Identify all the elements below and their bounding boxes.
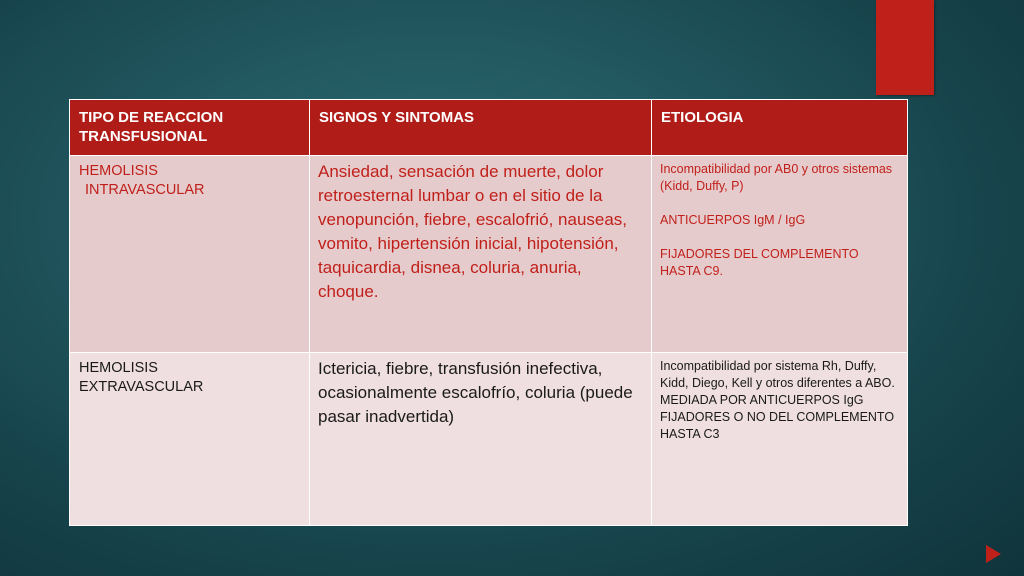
header-tipo: TIPO DE REACCION TRANSFUSIONAL xyxy=(70,100,310,156)
table-row xyxy=(70,353,908,526)
header-signos: SIGNOS Y SINTOMAS xyxy=(310,100,652,156)
transfusion-reaction-table xyxy=(69,99,908,526)
table-row xyxy=(70,156,908,353)
etiologia-paragraph: FIJADORES DEL COMPLEMENTO HASTA C9. xyxy=(660,247,859,278)
etiologia-paragraph: Incompatibilidad por sistema Rh, Duffy, Kidd, Diego, Kell y otros diferentes a ABO. xyxy=(660,359,895,390)
tipo-line2: INTRAVASCULAR xyxy=(85,182,205,198)
cell-etiologia-intravascular xyxy=(652,156,908,353)
cell-signos-extravascular: Ictericia, fiebre, transfusión inefectiva, ocasionalmente escalofrío, coluria (puede pasar inadvertida) xyxy=(310,353,652,526)
cell-etiologia-extravascular xyxy=(652,353,908,526)
cell-signos-intravascular: Ansiedad, sensación de muerte, dolor retroesternal lumbar o en el sitio de la venopunción, fiebre, escalofrió, nauseas, vomito, hipertensión inicial, hipotensión, taquicardia, disnea, coluria, anuria, choque. xyxy=(310,156,652,353)
table-header-row xyxy=(70,100,908,156)
etiologia-paragraph: ANTICUERPOS IgM / IgG xyxy=(660,213,806,227)
header-etiologia: ETIOLOGIA xyxy=(652,100,908,156)
tipo-line2: EXTRAVASCULAR xyxy=(79,379,204,395)
next-slide-arrow-icon[interactable] xyxy=(986,545,1001,563)
decorative-red-tab xyxy=(876,0,934,95)
etiologia-paragraph: Incompatibilidad por AB0 y otros sistemas (Kidd, Duffy, P) xyxy=(660,162,893,193)
etiologia-paragraph: MEDIADA POR ANTICUERPOS IgG FIJADORES O NO DEL COMPLEMENTO HASTA C3 xyxy=(660,393,895,441)
tipo-line1: HEMOLISIS xyxy=(79,163,158,179)
cell-tipo-extravascular xyxy=(70,353,310,526)
cell-tipo-intravascular xyxy=(70,156,310,353)
tipo-line1: HEMOLISIS xyxy=(79,360,158,376)
